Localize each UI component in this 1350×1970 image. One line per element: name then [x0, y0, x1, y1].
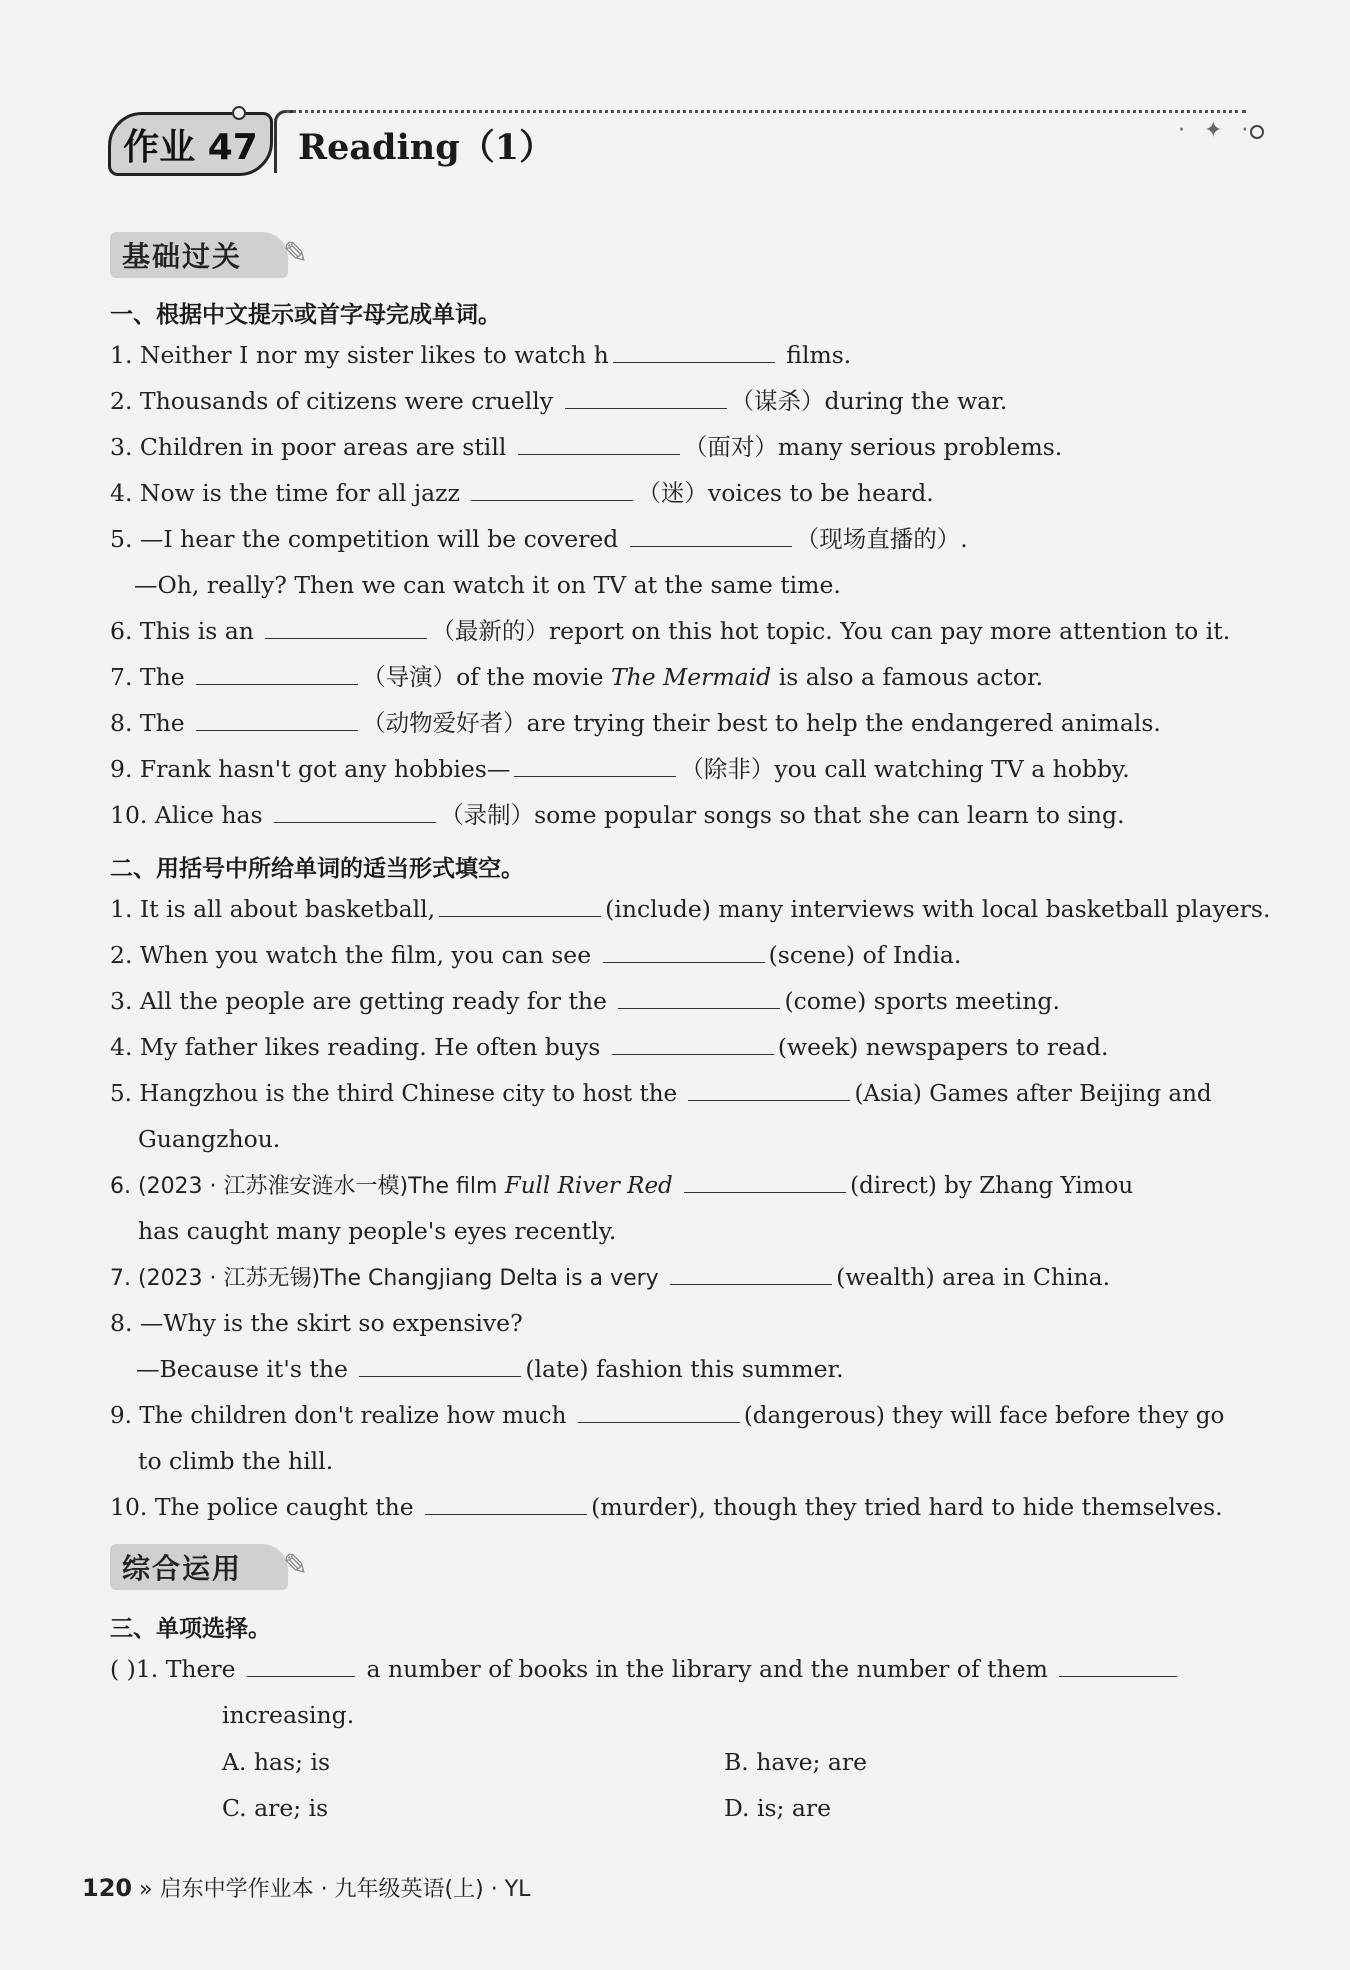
- list-item: —Because it's the (late) fashion this summer.: [136, 1355, 844, 1383]
- answer-blank[interactable]: [565, 386, 727, 409]
- section-tag-label: 基础过关: [122, 240, 243, 273]
- lesson-title: Reading（1）: [298, 127, 555, 168]
- pencil-icon: ✎: [282, 1548, 310, 1583]
- answer-blank[interactable]: [688, 1078, 850, 1101]
- ring-dot-icon: [1250, 125, 1264, 139]
- list-item: 1. Neither I nor my sister likes to watch h films.: [110, 341, 852, 369]
- page-footer: [82, 1872, 530, 1903]
- list-item: ( )1. There a number of books in the library and the number of them: [110, 1654, 1181, 1684]
- list-item: increasing.: [222, 1701, 355, 1729]
- answer-blank[interactable]: [684, 1170, 846, 1193]
- answer-blank[interactable]: [196, 662, 358, 685]
- answer-blank[interactable]: [518, 432, 680, 455]
- answer-blank[interactable]: [578, 1400, 740, 1423]
- answer-blank[interactable]: [471, 478, 633, 501]
- list-item: 4. My father likes reading. He often buys (week) newspapers to read.: [110, 1033, 1109, 1061]
- list-item: 6. This is an （最新的）report on this hot topic. You can pay more attention to it.: [110, 617, 1231, 645]
- answer-blank[interactable]: [603, 940, 765, 963]
- answer-blank[interactable]: [425, 1492, 587, 1515]
- header-bracket-decoration: [274, 110, 295, 173]
- part3-heading: 三、单项选择。: [110, 1616, 271, 1642]
- list-item: 10. The police caught the (murder), though they tried hard to hide themselves.: [110, 1493, 1223, 1521]
- answer-blank[interactable]: [196, 708, 358, 731]
- list-item: 7. (2023 · 江苏无锡)The Changjiang Delta is a very (wealth) area in China.: [110, 1263, 1111, 1291]
- list-item: has caught many people's eyes recently.: [138, 1217, 617, 1245]
- list-item: 1. It is all about basketball, (include) many interviews with local basketball players.: [110, 895, 1271, 923]
- part2-heading: 二、用括号中所给单词的适当形式填空。: [110, 856, 524, 882]
- badge-ring-decoration: [232, 106, 246, 120]
- answer-blank[interactable]: [612, 1032, 774, 1055]
- list-item: 7. The （导演）of the movie The Mermaid is also a famous actor.: [110, 663, 1044, 691]
- pencil-icon: ✎: [282, 236, 310, 271]
- list-item: 5. Hangzhou is the third Chinese city to host the (Asia) Games after Beijing and: [110, 1078, 1212, 1109]
- book-title: 启东中学作业本 · 九年级英语(上) · YL: [159, 1877, 531, 1902]
- part1-heading: 一、根据中文提示或首字母完成单词。: [110, 302, 501, 328]
- section-tag-label: 综合运用: [122, 1552, 243, 1585]
- option-c[interactable]: C. are; is: [222, 1794, 329, 1822]
- answer-blank[interactable]: [630, 524, 792, 547]
- page-number: 120: [82, 1874, 133, 1902]
- option-d[interactable]: D. is; are: [724, 1794, 832, 1822]
- list-item: 3. All the people are getting ready for the (come) sports meeting.: [110, 987, 1060, 1015]
- option-b[interactable]: B. have; are: [724, 1748, 868, 1776]
- list-item: Guangzhou.: [138, 1125, 281, 1153]
- answer-blank[interactable]: [247, 1654, 355, 1677]
- list-item: —Oh, really? Then we can watch it on TV at the same time.: [134, 571, 841, 599]
- answer-blank[interactable]: [670, 1262, 832, 1285]
- answer-blank[interactable]: [1059, 1654, 1177, 1677]
- answer-blank[interactable]: [613, 340, 775, 363]
- list-item: 9. Frank hasn't got any hobbies— （除非）you call watching TV a hobby.: [110, 755, 1130, 783]
- list-item: 3. Children in poor areas are still （面对）many serious problems.: [110, 433, 1063, 461]
- list-item: 8. —Why is the skirt so expensive?: [110, 1309, 523, 1337]
- answer-blank[interactable]: [514, 754, 676, 777]
- option-a[interactable]: A. has; is: [222, 1748, 331, 1776]
- list-item: 2. When you watch the film, you can see (scene) of India.: [110, 941, 962, 969]
- list-item: 4. Now is the time for all jazz （迷）voices to be heard.: [110, 479, 934, 507]
- list-item: 9. The children don't realize how much (dangerous) they will face before they go: [110, 1400, 1224, 1431]
- answer-blank[interactable]: [439, 894, 601, 917]
- sparkle-icon: · ✦ ·: [1178, 118, 1255, 143]
- homework-number-badge: 作业 47: [108, 112, 273, 176]
- list-item: 10. Alice has （录制）some popular songs so that she can learn to sing.: [110, 801, 1125, 829]
- answer-blank[interactable]: [265, 616, 427, 639]
- double-chevron-icon: »: [139, 1877, 153, 1902]
- answer-blank[interactable]: [359, 1354, 521, 1377]
- list-item: 8. The （动物爱好者）are trying their best to help the endangered animals.: [110, 709, 1161, 737]
- list-item: 5. —I hear the competition will be covered （现场直播的）.: [110, 525, 968, 553]
- answer-paren[interactable]: ( ): [110, 1655, 136, 1683]
- list-item: to climb the hill.: [138, 1447, 334, 1475]
- answer-blank[interactable]: [274, 800, 436, 823]
- list-item: 2. Thousands of citizens were cruelly （谋杀）during the war.: [110, 387, 1008, 415]
- answer-blank[interactable]: [618, 986, 780, 1009]
- list-item: 6. (2023 · 江苏淮安涟水一模)The film Full River Red (direct) by Zhang Yimou: [110, 1170, 1133, 1202]
- section-tag-comprehensive: [110, 1544, 310, 1590]
- section-tag-basic: [110, 232, 310, 278]
- header-dotted-line: [286, 110, 1246, 113]
